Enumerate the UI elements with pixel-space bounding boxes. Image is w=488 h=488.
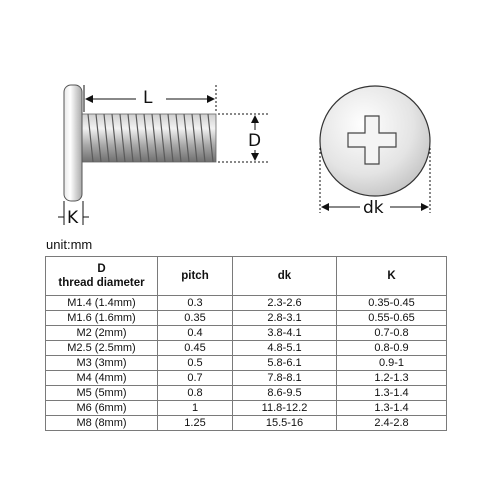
- cell-k: 0.35-0.45: [337, 296, 447, 311]
- table-row: [46, 416, 447, 431]
- cell-k: 1.2-1.3: [337, 371, 447, 386]
- cell-thread-diameter: M5 (5mm): [46, 386, 158, 401]
- unit-label: unit:mm: [46, 237, 93, 252]
- cell-thread-diameter: M2 (2mm): [46, 326, 158, 341]
- cell-pitch: 0.4: [158, 326, 233, 341]
- cell-k: 0.8-0.9: [337, 341, 447, 356]
- cell-pitch: 0.7: [158, 371, 233, 386]
- cell-pitch: 0.3: [158, 296, 233, 311]
- cell-pitch: 0.5: [158, 356, 233, 371]
- cell-dk: 11.8-12.2: [233, 401, 337, 416]
- header-thread-diameter: [46, 257, 158, 296]
- cell-k: 1.3-1.4: [337, 386, 447, 401]
- screw-size-table: [45, 256, 447, 431]
- screw-diagram: [0, 0, 488, 240]
- table-row: [46, 356, 447, 371]
- header-k: K: [337, 257, 447, 296]
- cell-dk: 15.5-16: [233, 416, 337, 431]
- cell-thread-diameter: M8 (8mm): [46, 416, 158, 431]
- cell-pitch: 1.25: [158, 416, 233, 431]
- cell-dk: 8.6-9.5: [233, 386, 337, 401]
- cell-k: 0.9-1: [337, 356, 447, 371]
- table-row: [46, 296, 447, 311]
- cell-k: 0.55-0.65: [337, 311, 447, 326]
- header-dk: dk: [233, 257, 337, 296]
- cell-pitch: 0.45: [158, 341, 233, 356]
- table-row: [46, 386, 447, 401]
- cell-thread-diameter: M1.4 (1.4mm): [46, 296, 158, 311]
- cell-k: 0.7-0.8: [337, 326, 447, 341]
- dimension-dk-label: dk: [363, 198, 384, 218]
- dimension-l-label: L: [143, 88, 153, 108]
- cell-dk: 2.8-3.1: [233, 311, 337, 326]
- cell-k: 1.3-1.4: [337, 401, 447, 416]
- cell-pitch: 0.35: [158, 311, 233, 326]
- cell-dk: 3.8-4.1: [233, 326, 337, 341]
- cell-dk: 5.8-6.1: [233, 356, 337, 371]
- header-d-line1: D: [97, 263, 106, 275]
- cell-thread-diameter: M3 (3mm): [46, 356, 158, 371]
- table-row: [46, 401, 447, 416]
- table-row: [46, 326, 447, 341]
- cell-thread-diameter: M1.6 (1.6mm): [46, 311, 158, 326]
- cell-pitch: 1: [158, 401, 233, 416]
- table-row: [46, 311, 447, 326]
- table-header-row: [46, 257, 447, 296]
- table-row: [46, 371, 447, 386]
- cell-dk: 7.8-8.1: [233, 371, 337, 386]
- dimension-k-label: K: [67, 208, 79, 228]
- table-body: [46, 296, 447, 431]
- screw-head: [64, 85, 82, 201]
- cell-thread-diameter: M6 (6mm): [46, 401, 158, 416]
- cell-k: 2.4-2.8: [337, 416, 447, 431]
- cell-dk: 2.3-2.6: [233, 296, 337, 311]
- cell-thread-diameter: M2.5 (2.5mm): [46, 341, 158, 356]
- cell-pitch: 0.8: [158, 386, 233, 401]
- header-d-line2: thread diameter: [58, 277, 145, 289]
- dimension-d-label: D: [248, 131, 262, 151]
- cell-thread-diameter: M4 (4mm): [46, 371, 158, 386]
- screw-top-view: [320, 86, 430, 196]
- table-row: [46, 341, 447, 356]
- screw-side-view: [64, 85, 216, 201]
- cell-dk: 4.8-5.1: [233, 341, 337, 356]
- header-pitch: pitch: [158, 257, 233, 296]
